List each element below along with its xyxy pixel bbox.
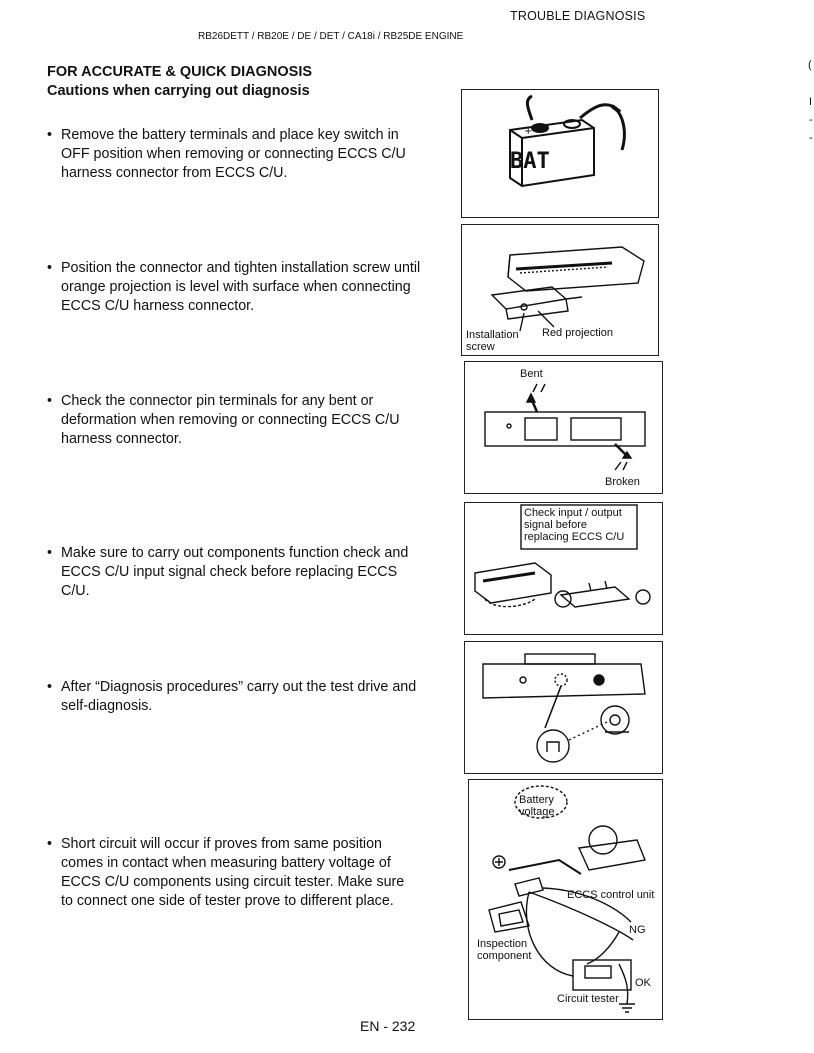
caution-text: After “Diagnosis procedures” carry out the test drive and self-diagnosis. (61, 679, 417, 714)
self-diagnosis-icon (465, 642, 662, 773)
bent-label: Bent (520, 368, 543, 380)
edge-fragment: ( (808, 59, 812, 71)
caution-item-4 (47, 544, 457, 601)
battery-icon (462, 90, 658, 217)
bullet-icon: • (47, 260, 53, 276)
page-subtitle: Cautions when carrying out diagnosis (47, 83, 310, 99)
bullet-icon: • (47, 679, 53, 695)
caution-text: Short circuit will occur if proves from same position comes in contact when measuring battery voltage of ECCS C/U components using circuit tester. Make sure to connect one side of tester prove to different place. (61, 836, 405, 909)
check-signal-label: Check input / output signal before replacing ECCS C/U (524, 507, 625, 543)
ng-label: NG (629, 924, 646, 936)
broken-label: Broken (605, 476, 640, 488)
caution-item-1 (47, 126, 452, 183)
bullet-icon: • (47, 393, 53, 409)
circuit-tester-label: Circuit tester (557, 993, 619, 1005)
caution-text: Make sure to carry out components function check and ECCS C/U input signal check before replacing ECCS C/U. (61, 545, 409, 599)
edge-fragment: I (809, 96, 813, 108)
caution-text: Check the connector pin terminals for any bent or deformation when removing or connecting ECCS C/U harness connector. (61, 393, 400, 447)
figure-connector (461, 224, 659, 356)
page-title: FOR ACCURATE & QUICK DIAGNOSIS (47, 64, 313, 80)
caution-item-2 (47, 259, 457, 316)
eccs-control-unit-label: ECCS control unit (567, 889, 655, 901)
bullet-icon: • (47, 836, 53, 852)
svg-text:+: + (524, 126, 533, 137)
caution-text: Remove the battery terminals and place key switch in OFF position when removing or connecting ECCS C/U harness connector from ECCS C/U. (61, 127, 406, 181)
ok-label: OK (635, 977, 651, 989)
bullet-icon: • (47, 127, 53, 143)
figure-self-diagnosis (464, 641, 663, 774)
figure-circuit-tester (468, 779, 663, 1020)
battery-label: BAT (510, 149, 550, 174)
edge-fragment: - (809, 132, 813, 144)
engine-list: RB26DETT / RB20E / DE / DET / CA18i / RB25DE ENGINE (198, 31, 464, 42)
edge-fragment: - (809, 114, 813, 126)
figure-pin-terminals (464, 361, 663, 494)
red-projection-label: Red projection (542, 327, 613, 339)
section-header: TROUBLE DIAGNOSIS (510, 9, 646, 23)
caution-item-3 (47, 392, 457, 449)
installation-screw-label: Installation screw (466, 329, 519, 353)
caution-item-5 (47, 678, 457, 716)
figure-signal-check (464, 502, 663, 635)
caution-item-6 (47, 835, 457, 911)
figure-battery (461, 89, 659, 218)
pin-terminal-icon (465, 362, 662, 493)
caution-text: Position the connector and tighten installation screw until orange projection is level with surface when connecting ECCS C/U harness connector. (61, 260, 421, 314)
bullet-icon: • (47, 545, 53, 561)
battery-voltage-label: Battery voltage (519, 794, 555, 818)
inspection-component-label: Inspection component (477, 938, 532, 962)
page-number: EN - 232 (360, 1018, 416, 1034)
